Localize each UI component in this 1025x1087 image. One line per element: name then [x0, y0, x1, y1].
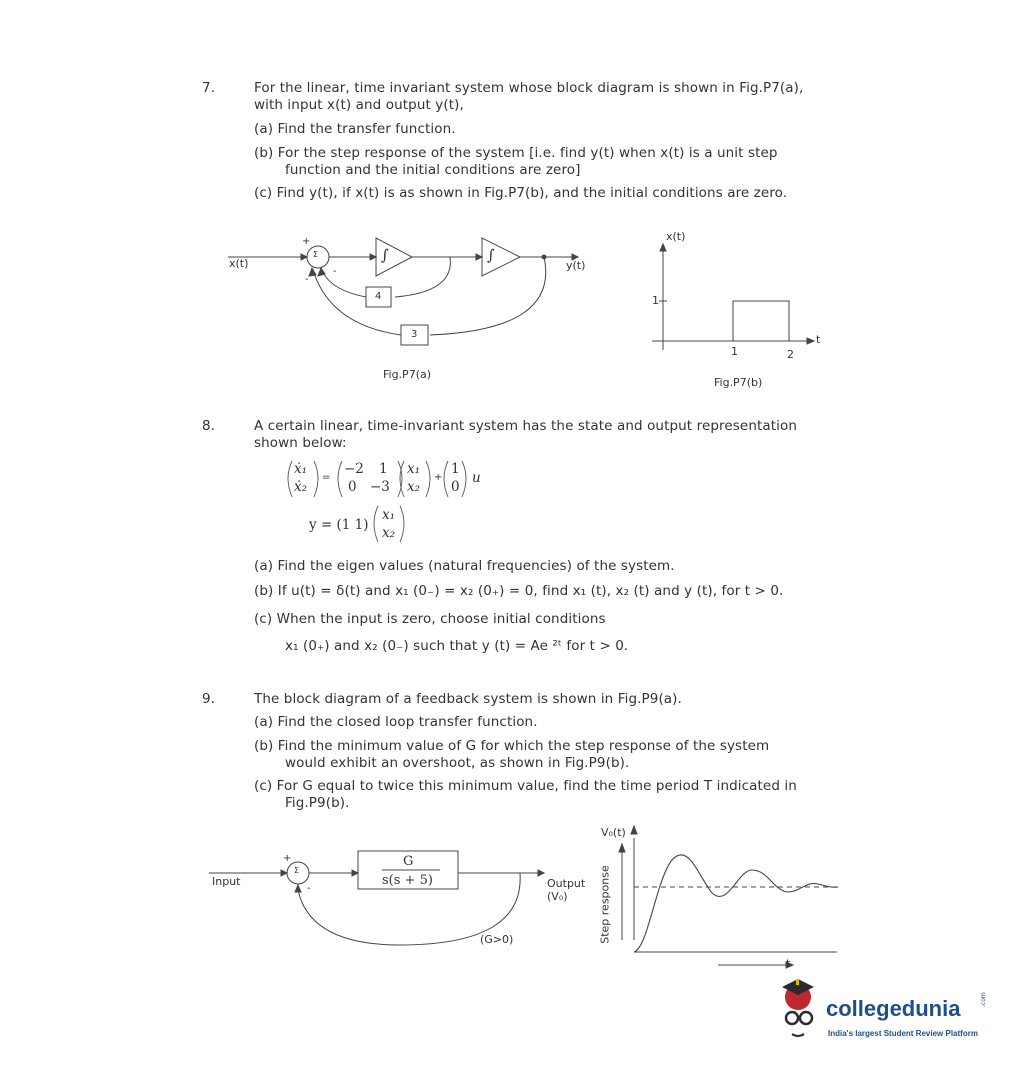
p9a-output-label-2: (V₀): [547, 890, 568, 903]
p7b-x-label: t: [816, 333, 821, 346]
q8-line2: shown below:: [254, 435, 347, 451]
p9a-condition: (G>0): [480, 933, 514, 946]
p9a-sum-symbol: Σ: [294, 866, 300, 875]
q8-plus: +: [434, 472, 443, 483]
q8-part-c-line2: x₁ (0₊) and x₂ (0₋) such that y (t) = Ae ²ᵗ for t > 0.: [285, 638, 629, 654]
q7-number: 7.: [202, 80, 216, 96]
p7a-sum-symbol: Σ: [313, 250, 319, 259]
q9-number: 9.: [202, 691, 216, 707]
q7-line1: For the linear, time invariant system whose block diagram is shown in Fig.P7(a),: [254, 80, 804, 96]
fig-p7a-caption: Fig.P7(a): [383, 368, 432, 381]
q9-part-b-line1: (b) Find the minimum value of G for which the step response of the system: [254, 738, 770, 754]
p7a-integrator-2: ∫: [487, 246, 495, 264]
q7-part-b-line2: function and the initial conditions are zero]: [285, 162, 581, 178]
q7-part-b-line1: (b) For the step response of the system [i.e. find y(t) when x(t) is a unit step: [254, 145, 778, 161]
p7a-input-label: x(t): [229, 257, 249, 270]
q8-b2: 0: [451, 479, 460, 495]
p7a-minus-sign-2: -: [333, 266, 337, 277]
p9b-y-label-side: Step response: [598, 865, 612, 944]
q9-part-c-line2: Fig.P9(b).: [285, 795, 350, 811]
q8-xdot2: ẋ₂: [294, 479, 308, 495]
p7b-y-label: x(t): [666, 230, 686, 243]
q8-a21: 0: [348, 479, 357, 495]
q8-u: u: [472, 470, 481, 486]
q9-part-b-line2: would exhibit an overshoot, as shown in Fig.P9(b).: [285, 755, 630, 771]
p7b-y-tick: 1: [652, 294, 659, 307]
p7b-x-tick-1: 1: [731, 345, 738, 358]
p7b-x-tick-2: 2: [787, 348, 794, 361]
q8-b1: 1: [451, 461, 460, 477]
q8-output-lhs: y = (1 1): [309, 517, 369, 533]
q7-part-a: (a) Find the transfer function.: [254, 121, 456, 137]
q8-x1: x₁: [407, 461, 421, 477]
q8-a22: −3: [370, 479, 390, 495]
q8-output-x2: x₂: [382, 525, 396, 541]
q9-part-a: (a) Find the closed loop transfer function.: [254, 714, 538, 730]
q8-part-c-line1: (c) When the input is zero, choose initial conditions: [254, 611, 606, 627]
p9a-plus-sign: +: [283, 853, 292, 864]
p9a-numerator: G: [403, 854, 414, 869]
p7a-gain-3: 3: [411, 329, 418, 340]
logo-name: collegedunia: [826, 996, 961, 1021]
q8-part-a: (a) Find the eigen values (natural frequencies) of the system.: [254, 558, 675, 574]
p9b-x-label: t: [786, 957, 791, 970]
p9a-output-label-1: Output: [547, 877, 586, 890]
p7a-integrator-1: ∫: [381, 246, 389, 264]
p7a-minus-sign-1: -: [305, 274, 309, 285]
q8-x2: x₂: [407, 479, 421, 495]
q8-number: 8.: [202, 418, 216, 434]
p9a-minus-sign: -: [307, 883, 311, 894]
p9a-input-label: Input: [212, 875, 241, 888]
q7-part-c: (c) Find y(t), if x(t) is as shown in Fig.P7(b), and the initial conditions are zero.: [254, 185, 788, 201]
p9b-y-label-top: V₀(t): [601, 826, 626, 839]
q8-xdot1: ẋ₁: [294, 461, 308, 477]
p9a-denominator: s(s + 5): [382, 873, 433, 888]
q8-a12: 1: [379, 461, 388, 477]
q8-equals: =: [322, 472, 331, 483]
p7a-plus-sign: +: [302, 236, 311, 247]
q8-part-b: (b) If u(t) = δ(t) and x₁ (0₋) = x₂ (0₊) = 0, find x₁ (t), x₂ (t) and y (t), for t > 0.: [254, 583, 784, 599]
p7a-output-label: y(t): [566, 259, 586, 272]
q8-line1: A certain linear, time-invariant system has the state and output representation: [254, 418, 797, 434]
logo-com: .com: [980, 992, 987, 1007]
q9-part-c-line1: (c) For G equal to twice this minimum value, find the time period T indicated in: [254, 778, 797, 794]
logo-tagline: India's largest Student Review Platform: [828, 1029, 978, 1038]
q8-a11: −2: [344, 461, 364, 477]
p7a-gain-4: 4: [375, 291, 382, 302]
fig-p7b-caption: Fig.P7(b): [714, 376, 763, 389]
q9-line1: The block diagram of a feedback system is shown in Fig.P9(a).: [254, 691, 682, 707]
q8-output-x1: x₁: [382, 507, 396, 523]
q7-line2: with input x(t) and output y(t),: [254, 97, 464, 113]
